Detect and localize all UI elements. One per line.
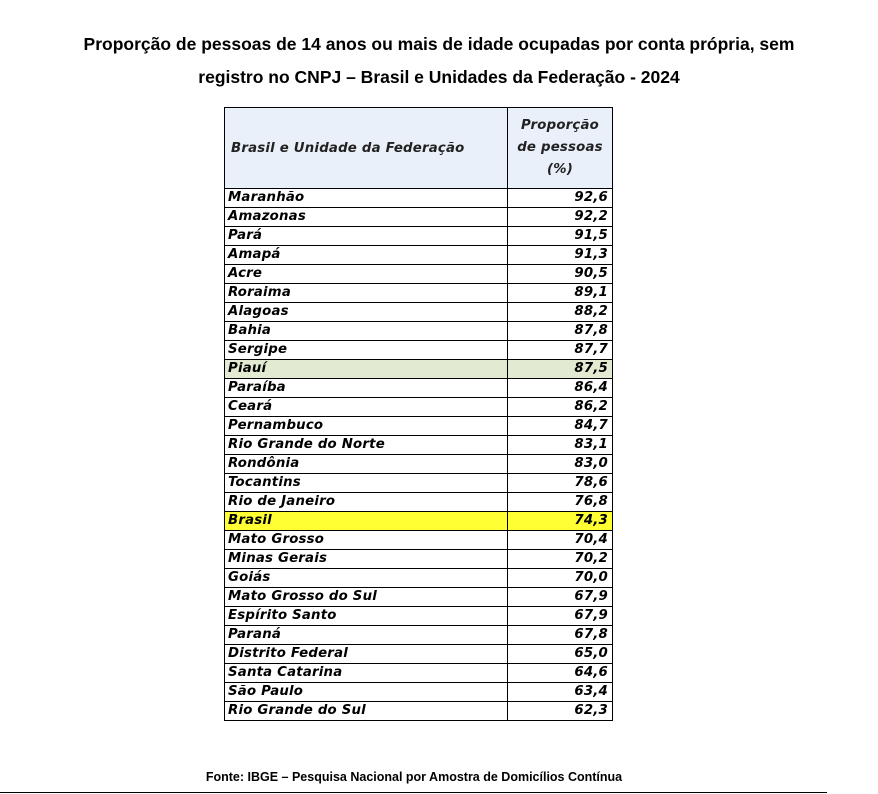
table-row xyxy=(225,379,613,398)
row-name: Distrito Federal xyxy=(225,645,508,664)
header-uf: Brasil e Unidade da Federação xyxy=(225,108,508,189)
table-row xyxy=(225,322,613,341)
data-table xyxy=(224,107,613,721)
row-value: 89,1 xyxy=(508,284,613,303)
header-proportion: Proporção de pessoas (%) xyxy=(508,108,613,189)
table-row xyxy=(225,208,613,227)
row-value: 67,9 xyxy=(508,607,613,626)
table-row xyxy=(225,493,613,512)
row-name: Espírito Santo xyxy=(225,607,508,626)
row-value: 62,3 xyxy=(508,702,613,721)
row-value: 70,0 xyxy=(508,569,613,588)
table-row xyxy=(225,265,613,284)
table-row xyxy=(225,588,613,607)
table-row xyxy=(225,303,613,322)
row-value: 78,6 xyxy=(508,474,613,493)
table-row xyxy=(225,531,613,550)
row-name: Amazonas xyxy=(225,208,508,227)
row-name: Acre xyxy=(225,265,508,284)
row-value: 64,6 xyxy=(508,664,613,683)
row-value: 88,2 xyxy=(508,303,613,322)
table-row xyxy=(225,227,613,246)
row-name: Alagoas xyxy=(225,303,508,322)
row-value: 86,2 xyxy=(508,398,613,417)
table-row xyxy=(225,436,613,455)
row-name: Roraima xyxy=(225,284,508,303)
title-line-2: registro no CNPJ – Brasil e Unidades da Federação - 2024 xyxy=(198,67,680,87)
row-value: 92,2 xyxy=(508,208,613,227)
table-row xyxy=(225,683,613,702)
row-value: 83,0 xyxy=(508,455,613,474)
row-value: 87,7 xyxy=(508,341,613,360)
row-value: 90,5 xyxy=(508,265,613,284)
row-name: Piauí xyxy=(225,360,508,379)
row-value: 74,3 xyxy=(508,512,613,531)
row-name: Minas Gerais xyxy=(225,550,508,569)
row-name: Paraná xyxy=(225,626,508,645)
table-row xyxy=(225,626,613,645)
table-row xyxy=(225,607,613,626)
table-row-highlight-piaui xyxy=(225,360,613,379)
row-value: 65,0 xyxy=(508,645,613,664)
row-value: 87,5 xyxy=(508,360,613,379)
table-row xyxy=(225,284,613,303)
row-name: Goiás xyxy=(225,569,508,588)
table-row xyxy=(225,664,613,683)
table-row xyxy=(225,455,613,474)
row-value: 92,6 xyxy=(508,189,613,208)
source-note: Fonte: IBGE – Pesquisa Nacional por Amostra de Domicílios Contínua xyxy=(205,770,623,784)
table-row xyxy=(225,246,613,265)
table-row xyxy=(225,569,613,588)
row-name: Santa Catarina xyxy=(225,664,508,683)
table-body xyxy=(225,189,613,721)
row-value: 70,2 xyxy=(508,550,613,569)
row-name: Mato Grosso do Sul xyxy=(225,588,508,607)
row-name: São Paulo xyxy=(225,683,508,702)
row-name: Tocantins xyxy=(225,474,508,493)
bottom-divider xyxy=(0,792,827,793)
row-value: 91,5 xyxy=(508,227,613,246)
table-row xyxy=(225,550,613,569)
table-row xyxy=(225,341,613,360)
table-row-highlight-brasil xyxy=(225,512,613,531)
row-name: Maranhão xyxy=(225,189,508,208)
row-value: 83,1 xyxy=(508,436,613,455)
row-value: 91,3 xyxy=(508,246,613,265)
row-name: Ceará xyxy=(225,398,508,417)
row-value: 70,4 xyxy=(508,531,613,550)
table-row xyxy=(225,417,613,436)
row-value: 63,4 xyxy=(508,683,613,702)
table-row xyxy=(225,702,613,721)
row-name: Pará xyxy=(225,227,508,246)
table-row xyxy=(225,189,613,208)
row-name: Mato Grosso xyxy=(225,531,508,550)
row-value: 76,8 xyxy=(508,493,613,512)
row-name: Rio de Janeiro xyxy=(225,493,508,512)
title-line-1: Proporção de pessoas de 14 anos ou mais de idade ocupadas por conta própria, sem xyxy=(83,34,795,54)
table-row xyxy=(225,474,613,493)
row-name: Rio Grande do Sul xyxy=(225,702,508,721)
table-row xyxy=(225,645,613,664)
table-header-row xyxy=(225,108,613,189)
row-value: 67,8 xyxy=(508,626,613,645)
page-title xyxy=(0,28,878,94)
row-name: Rio Grande do Norte xyxy=(225,436,508,455)
row-name: Bahia xyxy=(225,322,508,341)
row-name: Amapá xyxy=(225,246,508,265)
row-value: 67,9 xyxy=(508,588,613,607)
row-name: Rondônia xyxy=(225,455,508,474)
row-name: Paraíba xyxy=(225,379,508,398)
row-name: Sergipe xyxy=(225,341,508,360)
row-value: 86,4 xyxy=(508,379,613,398)
row-value: 84,7 xyxy=(508,417,613,436)
row-name: Brasil xyxy=(225,512,508,531)
table-row xyxy=(225,398,613,417)
row-value: 87,8 xyxy=(508,322,613,341)
row-name: Pernambuco xyxy=(225,417,508,436)
